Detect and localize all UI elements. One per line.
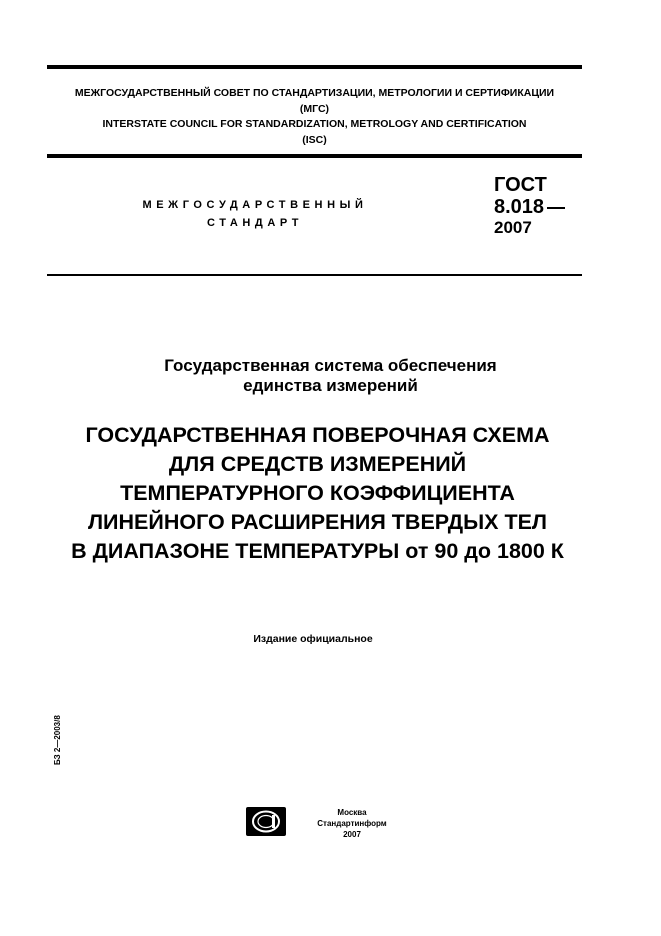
publisher-year: 2007 bbox=[343, 830, 361, 839]
side-code: БЗ 2—2003/8 bbox=[53, 715, 62, 765]
series-line2: единства измерений bbox=[243, 376, 418, 395]
title-line4: ЛИНЕЙНОГО РАСШИРЕНИЯ ТВЕРДЫХ ТЕЛ bbox=[87, 510, 548, 534]
council-abbr-en: (ISC) bbox=[302, 133, 327, 146]
edition-note: Издание официальное bbox=[253, 633, 373, 645]
title-line1: ГОСУДАРСТВЕННАЯ ПОВЕРОЧНАЯ СХЕМА bbox=[85, 423, 550, 447]
council-abbr-ru: (МГС) bbox=[299, 102, 330, 115]
standard-type-line2: СТАНДАРТ bbox=[206, 217, 304, 229]
title-line3: ТЕМПЕРАТУРНОГО КОЭФФИЦИЕНТА bbox=[120, 481, 515, 505]
standard-type-label bbox=[120, 196, 390, 232]
publisher-info bbox=[308, 807, 396, 840]
top-rule bbox=[47, 65, 582, 69]
gost-number: 8.018 bbox=[494, 196, 545, 218]
title-line5: В ДИАПАЗОНЕ ТЕМПЕРАТУРЫ от 90 до 1800 К bbox=[71, 539, 564, 563]
series-title bbox=[0, 356, 661, 396]
title-line2: ДЛЯ СРЕДСТВ ИЗМЕРЕНИЙ bbox=[168, 452, 467, 476]
document-title bbox=[0, 421, 635, 566]
publisher-name: Стандартинформ bbox=[317, 819, 387, 828]
series-line1: Государственная система обеспечения bbox=[164, 356, 497, 375]
gost-designation bbox=[494, 174, 547, 238]
gost-year: 2007 bbox=[494, 218, 532, 237]
council-name-ru: МЕЖГОСУДАРСТВЕННЫЙ СОВЕТ ПО СТАНДАРТИЗАЦИИ, МЕТРОЛОГИИ И СЕРТИФИКАЦИИ bbox=[74, 87, 555, 99]
gost-label: ГОСТ bbox=[494, 174, 547, 196]
council-name-en: INTERSTATE COUNCIL FOR STANDARDIZATION, METROLOGY AND CERTIFICATION bbox=[102, 118, 527, 130]
standard-type-line1: МЕЖГОСУДАРСТВЕННЫЙ bbox=[142, 199, 368, 211]
middle-rule bbox=[47, 154, 582, 158]
council-header bbox=[47, 86, 582, 148]
thin-rule bbox=[47, 274, 582, 276]
publisher-logo-icon bbox=[246, 807, 286, 836]
publisher-city: Москва bbox=[337, 808, 367, 817]
